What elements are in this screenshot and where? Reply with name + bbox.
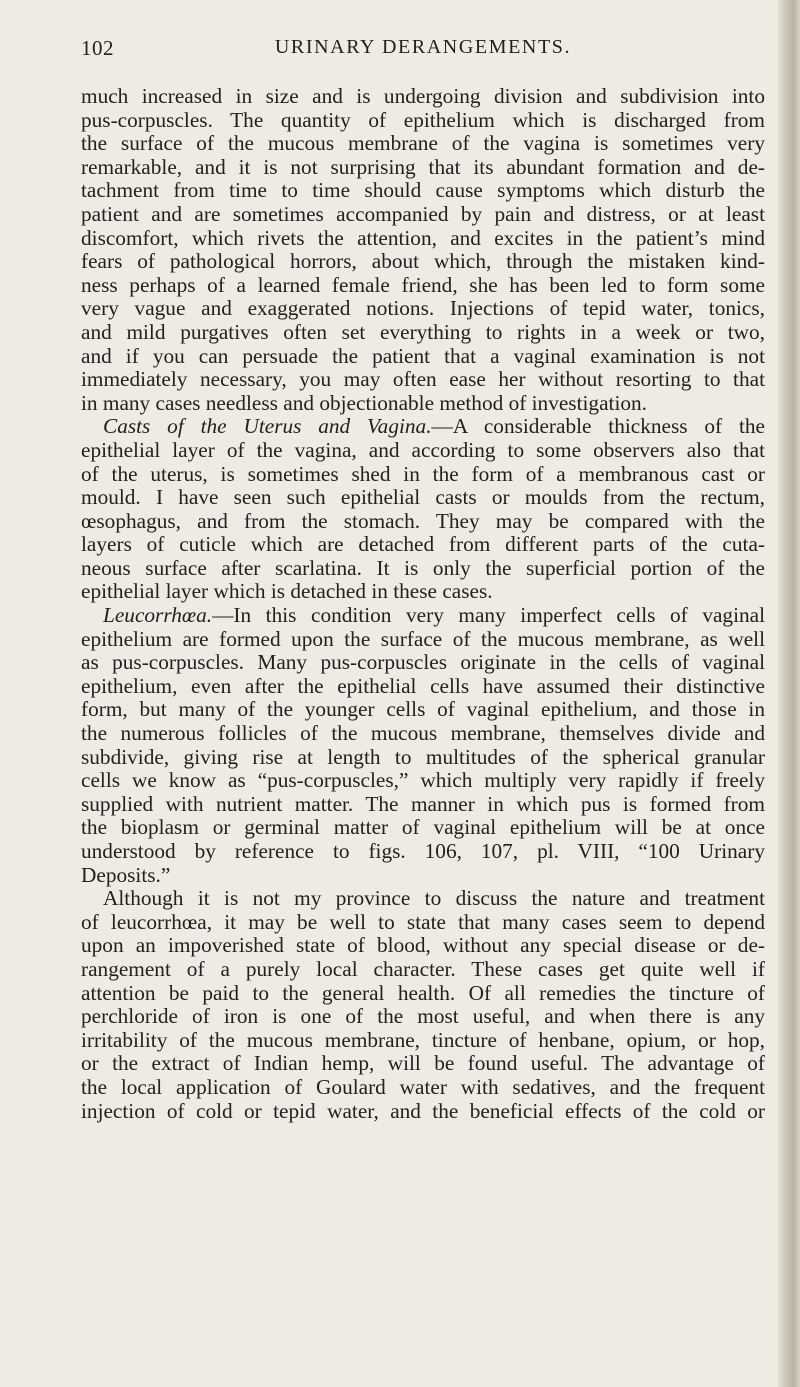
- body-text: [81, 85, 765, 1123]
- text-line: and mild purgatives often set everything to rights in a week or two,: [81, 319, 765, 344]
- text-line: cells we know as “pus-corpuscles,” which multiply very rapidly if freely: [81, 768, 765, 793]
- text-line: supplied with nutrient matter. The manner in which pus is formed from: [81, 791, 765, 816]
- text-line: attention be paid to the general health. Of all remedies the tincture of: [81, 980, 765, 1005]
- text-line: layers of cuticle which are detached from different parts of the cuta-: [81, 532, 765, 557]
- text-line: epithelium, even after the epithelial cells have assumed their distinctive: [81, 673, 765, 698]
- section-heading-casts: Casts of the Uterus and Vagina.: [103, 414, 432, 439]
- text-line: neous surface after scarlatina. It is only the superficial portion of the: [81, 555, 765, 580]
- text-line: patient and are sometimes accompanied by pain and distress, or at least: [81, 201, 765, 226]
- text-line: and if you can persuade the patient that a vaginal examination is not: [81, 343, 765, 368]
- text-line: as pus-corpuscles. Many pus-corpuscles originate in the cells of vaginal: [81, 650, 765, 675]
- text-line: perchloride of iron is one of the most useful, and when there is any: [81, 1004, 765, 1029]
- text-line: epithelium are formed upon the surface of the mucous membrane, as well: [81, 626, 765, 651]
- page-number: 102: [81, 36, 114, 60]
- text-line: much increased in size and is undergoing division and subdivision into: [81, 84, 765, 108]
- text-line: the surface of the mucous membrane of the vagina is sometimes very: [81, 131, 765, 156]
- text-line: of the uterus, is sometimes shed in the form of a membranous cast or: [81, 461, 765, 486]
- text-line: mould. I have seen such epithelial casts or moulds from the rectum,: [81, 485, 765, 510]
- text-line: in many cases needless and objectionable method of investigation.: [81, 390, 647, 415]
- section-casts-text: —A considerable thickness of the: [431, 414, 765, 439]
- text-line: rangement of a purely local character. These cases get quite well if: [81, 956, 765, 981]
- text-line: epithelial layer which is detached in these cases.: [81, 579, 493, 604]
- text-line: Although it is not my province to discuss the nature and treatment: [103, 886, 765, 911]
- text-line: or the extract of Indian hemp, will be found useful. The advantage of: [81, 1051, 765, 1076]
- text-line: the numerous follicles of the mucous membrane, themselves divide and: [81, 721, 765, 746]
- text-line: ness perhaps of a learned female friend, she has been led to form some: [81, 272, 765, 297]
- text-line: injection of cold or tepid water, and the beneficial effects of the cold or: [81, 1098, 765, 1123]
- text-line: the local application of Goulard water with sedatives, and the frequent: [81, 1074, 765, 1099]
- text-line: discomfort, which rivets the attention, and excites in the patient’s mind: [81, 225, 765, 250]
- section-casts-first-line: [81, 415, 765, 439]
- text-line: fears of pathological horrors, about which, through the mistaken kind-: [81, 249, 765, 274]
- text-line: upon an impoverished state of blood, without any special disease or de-: [81, 933, 765, 958]
- text-line: epithelial layer of the vagina, and according to some observers also that: [81, 437, 765, 462]
- text-line: pus-corpuscles. The quantity of epithelium which is discharged from: [81, 107, 765, 132]
- section-leucorrhoea-first-line: [81, 604, 765, 628]
- text-line: immediately necessary, you may often ease her without resorting to that: [81, 367, 765, 392]
- text-line: understood by reference to figs. 106, 107, pl. VIII, “100 Urinary: [81, 839, 765, 863]
- section-leucorrhoea-text: —In this condition very many imperfect cells of vaginal: [212, 603, 765, 628]
- page-header: [81, 36, 765, 66]
- text-line: œsophagus, and from the stomach. They may be compared with the: [81, 508, 765, 533]
- text-line: subdivide, giving rise at length to multitudes of the spherical granular: [81, 744, 765, 769]
- page-edge-shadow: [778, 0, 800, 1387]
- text-line: the bioplasm or germinal matter of vaginal epithelium will be at once: [81, 815, 765, 840]
- text-line: very vague and exaggerated notions. Injections of tepid water, tonics,: [81, 296, 765, 321]
- text-line: of leucorrhœa, it may be well to state that many cases seem to depend: [81, 909, 765, 934]
- running-head: URINARY DERANGEMENTS.: [274, 36, 572, 58]
- text-line: irritability of the mucous membrane, tincture of henbane, opium, or hop,: [81, 1027, 765, 1052]
- text-line: form, but many of the younger cells of vaginal epithelium, and those in: [81, 697, 765, 722]
- text-line: remarkable, and it is not surprising that its abundant formation and de-: [81, 154, 765, 179]
- text-line: tachment from time to time should cause symptoms which disturb the: [81, 178, 765, 203]
- text-line: Deposits.”: [81, 862, 171, 887]
- section-heading-leucorrhoea: Leucorrhœa.: [103, 603, 213, 628]
